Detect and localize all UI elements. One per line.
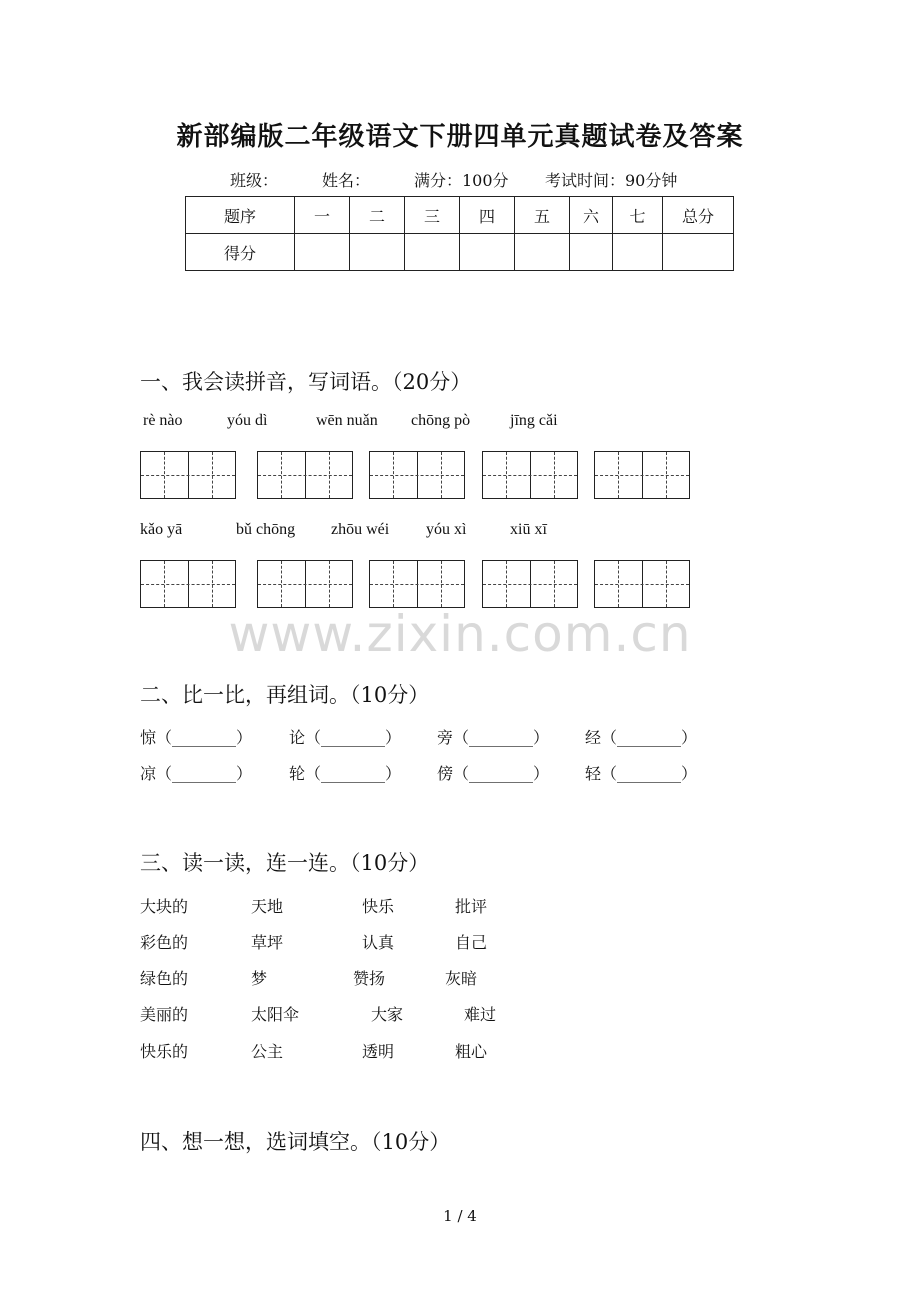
- compare-item[interactable]: 凉（________）: [140, 764, 253, 783]
- section4-title: 四、想一想，选词填空。（10分）: [140, 1130, 451, 1154]
- match-word[interactable]: 太阳伞: [251, 1005, 300, 1024]
- score-input-cell[interactable]: [663, 234, 734, 271]
- pinyin-label: zhōu wéi: [331, 521, 390, 538]
- watermark: www.zixin.com.cn: [228, 605, 692, 663]
- pinyin-label: rè nào: [143, 412, 183, 429]
- section1-title: 一、我会读拼音，写词语。（20分）: [140, 370, 472, 394]
- match-word[interactable]: 绿色的: [140, 969, 189, 988]
- score-input-cell[interactable]: [515, 234, 570, 271]
- match-word[interactable]: 认真: [362, 933, 395, 952]
- score-input-cell[interactable]: [295, 234, 350, 271]
- writing-grid[interactable]: [257, 560, 353, 608]
- writing-grid[interactable]: [482, 451, 578, 499]
- match-word[interactable]: 快乐: [362, 897, 395, 916]
- writing-grid[interactable]: [482, 560, 578, 608]
- pinyin-label: chōng pò: [411, 412, 471, 429]
- class-label: 班级：: [230, 171, 279, 190]
- match-word[interactable]: 快乐的: [140, 1042, 189, 1061]
- table-cell: 一: [295, 197, 350, 234]
- pinyin-label: yóu xì: [426, 521, 467, 538]
- match-word[interactable]: 大块的: [140, 897, 189, 916]
- table-cell: 得分: [186, 234, 295, 271]
- match-word[interactable]: 大家: [371, 1005, 404, 1024]
- score-table-score-row: [186, 234, 734, 271]
- writing-grid[interactable]: [369, 451, 465, 499]
- match-word[interactable]: 自己: [455, 933, 488, 952]
- section3-title: 三、读一读，连一连。（10分）: [140, 851, 430, 875]
- match-word[interactable]: 美丽的: [140, 1005, 189, 1024]
- pinyin-label: xiū xī: [510, 521, 547, 538]
- page-title: 新部编版二年级语文下册四单元真题试卷及答案: [176, 122, 744, 152]
- compare-item[interactable]: 旁（________）: [437, 728, 550, 747]
- match-word[interactable]: 粗心: [455, 1042, 488, 1061]
- match-word[interactable]: 公主: [251, 1042, 284, 1061]
- pinyin-label: wēn nuǎn: [316, 412, 378, 429]
- writing-grid[interactable]: [369, 560, 465, 608]
- compare-item[interactable]: 论（________）: [289, 728, 402, 747]
- pinyin-label: kǎo yā: [140, 521, 183, 538]
- table-cell: 五: [515, 197, 570, 234]
- table-cell: 四: [460, 197, 515, 234]
- table-cell: 题序: [186, 197, 295, 234]
- pinyin-label: yóu dì: [227, 412, 268, 429]
- compare-item[interactable]: 轮（________）: [289, 764, 402, 783]
- match-word[interactable]: 彩色的: [140, 933, 189, 952]
- match-word[interactable]: 灰暗: [445, 969, 478, 988]
- compare-item[interactable]: 轻（________）: [585, 764, 698, 783]
- match-word[interactable]: 难过: [464, 1005, 497, 1024]
- table-cell: 三: [405, 197, 460, 234]
- score-input-cell[interactable]: [460, 234, 515, 271]
- page-number: 1 / 4: [443, 1207, 477, 1225]
- match-word[interactable]: 赞扬: [353, 969, 386, 988]
- section2-title: 二、比一比，再组词。（10分）: [140, 683, 430, 707]
- table-cell: 六: [570, 197, 613, 234]
- table-cell: 二: [350, 197, 405, 234]
- writing-grid[interactable]: [257, 451, 353, 499]
- writing-grid[interactable]: [140, 451, 236, 499]
- compare-item[interactable]: 经（________）: [585, 728, 698, 747]
- match-word[interactable]: 草坪: [251, 933, 284, 952]
- compare-item[interactable]: 傍（________）: [437, 764, 550, 783]
- match-word[interactable]: 批评: [455, 897, 488, 916]
- exam-time: 考试时间：90分钟: [545, 171, 678, 190]
- compare-item[interactable]: 惊（________）: [140, 728, 253, 747]
- score-input-cell[interactable]: [350, 234, 405, 271]
- pinyin-label: jīng cǎi: [510, 412, 558, 429]
- full-score: 满分：100分: [414, 171, 509, 190]
- pinyin-label: bǔ chōng: [236, 521, 296, 538]
- table-cell: 七: [613, 197, 663, 234]
- match-word[interactable]: 透明: [362, 1042, 395, 1061]
- name-label: 姓名：: [322, 171, 371, 190]
- score-table-header-row: [186, 197, 734, 234]
- match-word[interactable]: 天地: [251, 897, 284, 916]
- writing-grid[interactable]: [594, 451, 690, 499]
- writing-grid[interactable]: [594, 560, 690, 608]
- table-cell: 总分: [663, 197, 734, 234]
- score-input-cell[interactable]: [405, 234, 460, 271]
- score-input-cell[interactable]: [613, 234, 663, 271]
- score-table: [185, 196, 734, 271]
- match-word[interactable]: 梦: [251, 969, 268, 988]
- writing-grid[interactable]: [140, 560, 236, 608]
- score-input-cell[interactable]: [570, 234, 613, 271]
